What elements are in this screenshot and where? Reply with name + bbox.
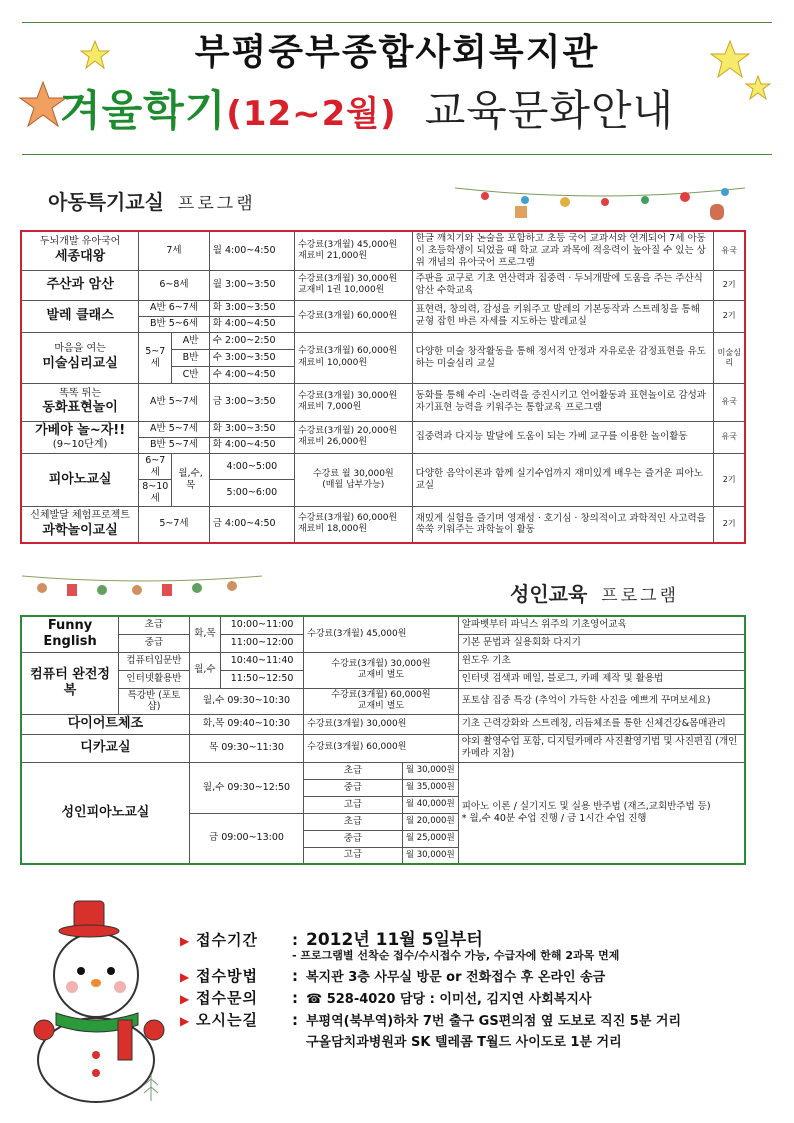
arrow-icon: ▶ — [180, 970, 190, 984]
snowman-icon — [26, 895, 176, 1105]
program-class: B반 — [172, 349, 209, 366]
program-time: 월,수 09:30~10:30 — [189, 688, 303, 715]
program-level: 고급 — [304, 847, 403, 864]
program-fee: 수강료(3개월) 45,000원 재료비 21,000원 — [294, 231, 412, 270]
program-schedule: 4:00~5:00 — [209, 453, 294, 480]
program-fee: 수강료(3개월) 60,000원 재료비 18,000원 — [294, 507, 412, 543]
program-schedule: 수 2:00~2:50 — [209, 332, 294, 349]
program-desc: 알파벳부터 파닉스 위주의 기초영어교육 — [458, 616, 745, 634]
program-day: 화,목 — [189, 616, 220, 652]
program-level: 컴퓨터입문반 — [119, 652, 190, 670]
contact-label: 접수문의 — [196, 989, 258, 1007]
program-schedule: 금 4:00~4:50 — [209, 507, 294, 543]
program-schedule: 금 3:00~3:50 — [209, 383, 294, 421]
program-tag: 2기 — [714, 270, 745, 300]
table-row — [21, 231, 745, 270]
program-fee: 수강료(3개월) 60,000원 교재비 별도 — [304, 688, 459, 715]
arrow-icon: ▶ — [180, 934, 190, 948]
program-level: 초급 — [304, 813, 403, 830]
method-label: 접수방법 — [196, 967, 258, 985]
program-name: 성인피아노교실 — [21, 762, 189, 864]
program-class: 6~7세 — [139, 453, 172, 480]
program-desc: 동화를 통해 수리 ·논리력을 증진시키고 언어활동과 표현놀이로 감성과 자기표현 능력을 키워주는 통합교육 프로그램 — [412, 383, 714, 421]
program-tag: 미술심리 — [714, 332, 745, 383]
program-prefix: 마음을 여는 — [54, 343, 106, 355]
program-name: 피아노교실 — [21, 453, 139, 507]
program-class: A반 — [172, 332, 209, 349]
program-desc: 다양한 음악이론과 함께 실기수업까지 재미있게 배우는 즐거운 피아노 교실 — [412, 453, 714, 507]
program-time: 10:00~11:00 — [221, 616, 304, 634]
program-name — [21, 421, 139, 453]
program-fee: 월 35,000원 — [402, 779, 458, 796]
program-name: 컴퓨터 완전정복 — [21, 652, 119, 715]
program-time: 금 09:00~13:00 — [189, 813, 303, 864]
star-icon — [745, 75, 771, 101]
title-rest: 교육문화안내 — [424, 86, 675, 135]
program-desc: 야외 촬영수업 포함, 디지털카메라 사진촬영기법 및 사진편집 (개인 카메라 지참) — [458, 734, 745, 762]
program-desc: 한글 깨치기와 논술을 포함하고 초등 국어 교과서와 연계되어 7세 아동이 초등학생이 되었을 때 학교 교과 과목에 적응력이 높아질 수 있는 상위 개념의 유아국어 프로그램 — [412, 231, 714, 270]
program-schedule: 화 3:00~3:50 — [209, 300, 294, 316]
program-class: B반 5~7세 — [139, 437, 210, 453]
program-level: 중급 — [304, 779, 403, 796]
program-desc: 재밌게 실험을 즐기며 영재성 · 호기심 · 창의적이고 과학적인 사고력을 쑥쑥 키워주는 과학놀이 활동 — [412, 507, 714, 543]
program-age: 7세 — [139, 231, 210, 270]
program-note: (9~10단계) — [52, 439, 108, 450]
kids-subtitle: 프로그램 — [177, 194, 256, 214]
program-day: 월,수 — [189, 652, 220, 688]
info-row-directions-2 — [180, 1031, 780, 1053]
program-fee: 수강료 월 30,000원 (매월 납부가능) — [294, 453, 412, 507]
program-desc: 주판을 교구로 기초 연산력과 집중력 · 두뇌개발에 도움을 주는 주산식 암산 수학교육 — [412, 270, 714, 300]
program-fee: 수강료(3개월) 30,000원 재료비 7,000원 — [294, 383, 412, 421]
table-row — [21, 715, 745, 734]
program-name — [21, 231, 139, 270]
program-desc: 표현력, 창의력, 감성을 키워주고 발레의 기본동작과 스트레칭을 통해 균형 잡힌 바른 자세를 지도하는 발레교실 — [412, 300, 714, 332]
adult-title: 성인교육 — [510, 582, 588, 606]
table-row — [21, 507, 745, 543]
program-title: 가베야 놀~자!! — [35, 422, 126, 438]
program-schedule: 월 3:00~3:50 — [209, 270, 294, 300]
program-name: 발레 클래스 — [21, 300, 139, 332]
kids-title: 아동특기교실 — [48, 190, 164, 214]
program-time: 10:40~11:40 — [221, 652, 304, 670]
program-class: 8~10세 — [139, 480, 172, 507]
program-fee: 월 20,000원 — [402, 813, 458, 830]
table-row — [21, 616, 745, 634]
program-tag: 2기 — [714, 507, 745, 543]
program-class: A반 6~7세 — [139, 300, 210, 316]
program-time: 월,수 09:30~12:50 — [189, 762, 303, 813]
table-row — [21, 383, 745, 421]
program-schedule: 월 4:00~4:50 — [209, 231, 294, 270]
program-time: 11:00~12:00 — [221, 634, 304, 652]
program-schedule: 수 3:00~3:50 — [209, 349, 294, 366]
program-name: 주산과 암산 — [21, 270, 139, 300]
table-row — [21, 688, 745, 715]
table-row — [21, 453, 745, 480]
program-age: 5~7세 — [139, 332, 172, 383]
christmas-garland-icon — [455, 182, 745, 224]
program-prefix: 신체발달 체험프로젝트 — [30, 510, 130, 521]
program-level: 중급 — [304, 830, 403, 847]
table-row — [21, 421, 745, 437]
table-row — [21, 734, 745, 762]
program-tag: 유국 — [714, 383, 745, 421]
program-age: 6~8세 — [139, 270, 210, 300]
table-row — [21, 270, 745, 300]
program-schedule: 화 3:00~3:50 — [209, 421, 294, 437]
program-title: 과학놀이교실 — [42, 522, 118, 538]
program-name — [21, 507, 139, 543]
program-fee: 수강료(3개월) 30,000원 — [304, 715, 459, 734]
program-schedule: 화 4:00~4:50 — [209, 437, 294, 453]
info-row-period — [180, 925, 780, 950]
program-fee: 수강료(3개월) 30,000원 교재비 1권 10,000원 — [294, 270, 412, 300]
program-desc: 기초 근력강화와 스트레칭, 리듬체조를 통한 신체건강&몸매관리 — [458, 715, 745, 734]
org-title: 부평중부종합사회복지관 — [194, 32, 600, 73]
adult-section-title — [510, 578, 679, 607]
program-fee: 월 30,000원 — [402, 847, 458, 864]
adult-subtitle: 프로그램 — [601, 586, 679, 606]
program-fee: 수강료(3개월) 45,000원 — [304, 616, 459, 652]
info-row-contact — [180, 987, 780, 1009]
season-title — [60, 78, 674, 138]
info-row-method — [180, 965, 780, 987]
table-row — [21, 300, 745, 316]
colon: : — [292, 967, 298, 985]
program-title: 세종대왕 — [54, 248, 106, 264]
program-title: 미술심리교실 — [42, 355, 118, 371]
directions-label: 오시는길 — [196, 1011, 258, 1029]
program-fee: 수강료(3개월) 30,000원 교재비 별도 — [304, 652, 459, 688]
program-desc: 기본 문법과 실용회화 다지기 — [458, 634, 745, 652]
program-level: 초급 — [304, 762, 403, 779]
program-fee: 월 25,000원 — [402, 830, 458, 847]
arrow-icon: ▶ — [180, 1014, 190, 1028]
adult-program-table — [20, 615, 746, 865]
season-range: (12~2월) — [226, 94, 397, 134]
colon: : — [292, 989, 298, 1007]
program-age: 5~7세 — [139, 507, 210, 543]
header-divider — [22, 154, 772, 155]
program-desc: 포토샵 집중 특강 (추억이 가득한 사진을 예쁘게 꾸며보세요) — [458, 688, 745, 715]
colon: : — [292, 1011, 298, 1029]
program-tag: 2기 — [714, 453, 745, 507]
kids-section-title — [48, 186, 256, 215]
program-level: 특강반 (포토샵) — [119, 688, 190, 715]
cookie-garland-icon — [22, 572, 262, 602]
program-level: 중급 — [119, 634, 190, 652]
program-fee: 월 40,000원 — [402, 796, 458, 813]
program-name — [21, 332, 139, 383]
method-value: 복지관 3층 사무실 방문 or 전화접수 후 온라인 송금 — [306, 970, 606, 985]
program-name: 디카교실 — [21, 734, 189, 762]
program-schedule: 화 4:00~4:50 — [209, 316, 294, 332]
program-fee: 수강료(3개월) 60,000원 재료비 10,000원 — [294, 332, 412, 383]
info-row-directions — [180, 1009, 780, 1031]
program-age: A반 5~7세 — [139, 383, 210, 421]
program-level: 초급 — [119, 616, 190, 634]
program-fee: 수강료(3개월) 60,000원 — [304, 734, 459, 762]
colon: : — [292, 931, 298, 949]
program-time: 11:50~12:50 — [221, 670, 304, 688]
season-label: 겨울학기 — [60, 86, 227, 135]
info-row-note — [180, 947, 780, 965]
program-desc: 윈도우 기초 — [458, 652, 745, 670]
program-tag: 유국 — [714, 231, 745, 270]
program-tag: 2기 — [714, 300, 745, 332]
period-note: - 프로그램별 선착순 접수/수시접수 가능, 수급자에 한해 2과목 면제 — [292, 949, 620, 962]
arrow-icon: ▶ — [180, 992, 190, 1006]
program-prefix: 두뇌개발 유아국어 — [39, 236, 121, 248]
top-divider — [22, 22, 772, 23]
program-tag: 유국 — [714, 421, 745, 453]
program-name: Funny English — [21, 616, 119, 652]
directions-value: 부평역(북부역)하차 7번 출구 GS편의점 옆 도보로 직진 5분 거리 — [306, 1014, 682, 1029]
program-class: C반 — [172, 366, 209, 383]
program-desc: 인터넷 검색과 메일, 블로그, 카페 제작 및 활용법 — [458, 670, 745, 688]
table-row — [21, 332, 745, 349]
program-desc: 집중력과 다지능 발달에 도움이 되는 가베 교구를 이용한 놀이활동 — [412, 421, 714, 453]
kids-program-table — [20, 230, 746, 544]
program-name: 다이어트체조 — [21, 715, 189, 734]
program-title: 동화표현놀이 — [42, 400, 118, 416]
contact-value: ☎ 528-4020 담당 : 이미선, 김지연 사회복지사 — [306, 992, 592, 1007]
program-fee: 수강료(3개월) 60,000원 — [294, 300, 412, 332]
program-time: 화,목 09:40~10:30 — [189, 715, 303, 734]
program-desc: 다양한 미술 창작활동을 통해 정서적 안정과 자유로운 감정표현을 유도하는 미술심리 교실 — [412, 332, 714, 383]
period-label: 접수기간 — [196, 931, 258, 949]
program-day: 월,수, 목 — [172, 453, 209, 507]
program-desc: 피아노 이론 / 실기지도 및 실용 반주법 (재즈,교회반주법 등) * 월,수 40분 수업 진행 / 금 1시간 수업 진행 — [458, 762, 745, 864]
table-row — [21, 762, 745, 779]
program-time: 목 09:30~11:30 — [189, 734, 303, 762]
program-schedule: 수 4:00~4:50 — [209, 366, 294, 383]
program-prefix: 똑똑 튀는 — [59, 387, 102, 399]
program-schedule: 5:00~6:00 — [209, 480, 294, 507]
table-row — [21, 652, 745, 670]
program-fee: 월 30,000원 — [402, 762, 458, 779]
program-level: 인터넷활용반 — [119, 670, 190, 688]
program-level: 고급 — [304, 796, 403, 813]
period-value: 2012년 11월 5일부터 — [306, 930, 483, 950]
program-name — [21, 383, 139, 421]
program-class: A반 5~7세 — [139, 421, 210, 437]
program-class: B반 5~6세 — [139, 316, 210, 332]
directions-value-2: 구올담치과병원과 SK 텔레콤 T월드 사이도로 1분 거리 — [306, 1035, 622, 1050]
program-fee: 수강료(3개월) 20,000원 재료비 26,000원 — [294, 421, 412, 453]
application-info — [180, 925, 780, 1053]
